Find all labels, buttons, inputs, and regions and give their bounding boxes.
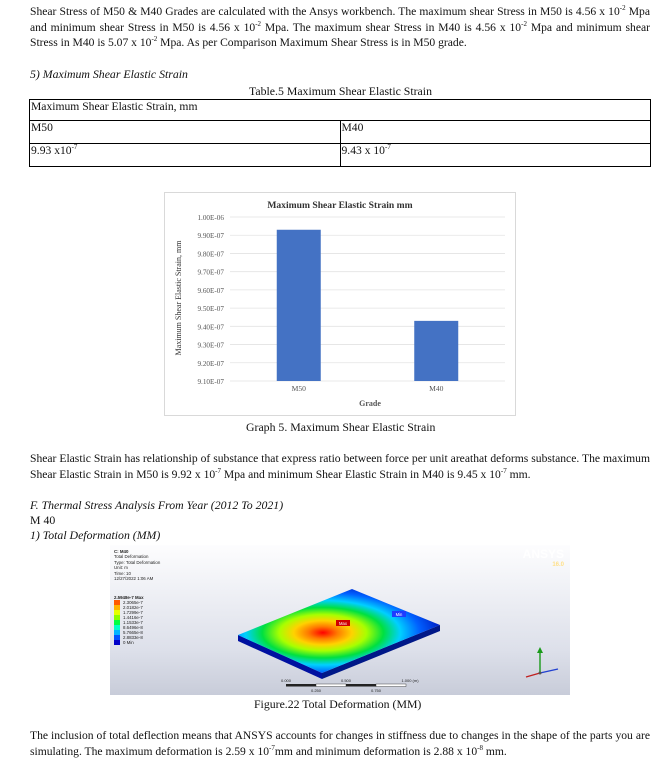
scale-bar-seg-4 [376, 684, 406, 687]
table5-value-m50-base: 9.93 x10 [31, 144, 72, 157]
chart-x-tick-label: M40 [429, 384, 444, 393]
intro-text-2: Mpa and minimum shear Stress in M50 is 4.56 x 10 [30, 5, 650, 34]
intro-exp-2: -2 [255, 19, 262, 28]
intro-text-5: Mpa. As per Comparison Maximum Shear Stress is in M50 grade. [157, 36, 467, 49]
deflection-paragraph [30, 728, 650, 759]
chart-y-tick-label: 9.40E-07 [197, 323, 224, 332]
strain-text-1: Shear Elastic Strain has relationship of substance that express ratio between force per unit areathat deforms substance. The maximum Shear Elastic Strain in M50 is 9.92 x 10 [30, 452, 650, 481]
strain-exp-1: -7 [215, 466, 222, 475]
table5-value-m50-exp: -7 [71, 143, 78, 152]
ansys-legend-value: 1.4416e-7 [123, 615, 143, 620]
scale-bar-seg-3 [346, 684, 376, 687]
intro-text-4: Mpa and minimum shear Stress in M40 is 5.07 x 10 [30, 20, 650, 49]
intro-exp-4: -2 [151, 35, 158, 44]
chart-y-tick-label: 1.00E-06 [197, 214, 224, 222]
table5-value-m40-exp: -7 [384, 143, 391, 152]
ansys-logo-text: ANSYS [522, 547, 564, 561]
table5-header: Maximum Shear Elastic Strain, mm [30, 100, 651, 121]
min-tag-label: Min [395, 612, 403, 617]
deflection-text-1: The inclusion of total deflection means that ANSYS accounts for changes in stiffness due to changes in the shape of the parts you are simulating. The maximum deformation is 2.59 x 10 [30, 729, 650, 758]
ansys-version: 16.0 [552, 562, 564, 568]
section5-heading: 5) Maximum Shear Elastic Strain [30, 67, 188, 81]
ansys-deformation-figure [110, 545, 570, 695]
deflection-exp-1: -7 [269, 743, 275, 752]
ansys-legend-value: 1.1533e-7 [123, 620, 143, 625]
table5-value-m40-base: 9.43 x 10 [341, 144, 385, 157]
chart-x-tick-label: M50 [291, 384, 306, 393]
ansys-legend-value: 2.3065e-7 [123, 600, 143, 605]
table5-col-m40: M40 [340, 121, 651, 144]
chart-y-tick-label: 9.60E-07 [197, 286, 224, 295]
intro-text-3: Mpa. The maximum shear Stress in M40 is 4.56 x 10 [261, 20, 522, 34]
deflection-exp-2: -8 [477, 743, 483, 752]
ansys-info-line: 12/27/2022 1:06 AM [114, 576, 154, 582]
sectionF-heading: F. Thermal Stress Analysis From Year (2012 To 2021) [30, 498, 284, 512]
chart-bar-m40 [414, 321, 458, 381]
ansys-info-line: Time: 10 [114, 570, 131, 576]
scale-top-0: 0.000 [280, 678, 292, 683]
graph5-svg [165, 193, 515, 415]
scale-top-1: 0.500 [340, 678, 352, 683]
table5-value-m50 [30, 144, 341, 167]
deflection-text-2: mm and minimum deformation is 2.88 x 10 [274, 744, 478, 758]
chart-y-tick-label: 9.30E-07 [197, 341, 224, 350]
table5-value-m40 [340, 144, 651, 167]
axis-triad-icon [526, 647, 558, 677]
ansys-info-line: Total Deformation [114, 554, 149, 560]
ansys-legend-value: 2.8833e-8 [123, 635, 143, 640]
chart-y-tick-label: 9.70E-07 [197, 268, 224, 277]
ansys-legend-value: 2.0182e-7 [123, 605, 143, 610]
strain-exp-2: -7 [500, 466, 507, 475]
ansys-info-line: Unit: m [114, 565, 128, 571]
ansys-model-view [110, 545, 570, 695]
figure22-caption: Figure.22 Total Deformation (MM) [254, 697, 422, 711]
ansys-legend-value: 0 Min [123, 640, 134, 645]
section1-heading: 1) Total Deformation (MM) [30, 528, 161, 542]
ansys-legend-value: 8.6496e-8 [123, 625, 143, 630]
strain-text-3: mm. [506, 467, 531, 481]
chart-title: Maximum Shear Elastic Strain mm [267, 200, 413, 211]
ansys-legend-value: 1.7299e-7 [123, 610, 143, 615]
chart-y-tick-label: 9.10E-07 [197, 378, 224, 386]
ansys-info-line: Type: Total Deformation [114, 559, 161, 565]
table5-caption: Table.5 Maximum Shear Elastic Strain [249, 84, 432, 98]
sectionF-subheading: M 40 [30, 513, 56, 527]
ansys-legend-value: 5.7665e-8 [123, 630, 143, 635]
scale-bar-seg-1 [286, 684, 316, 687]
table5 [29, 99, 651, 167]
chart-y-tick-label: 9.50E-07 [197, 305, 224, 314]
chart-y-tick-label: 9.90E-07 [197, 232, 224, 241]
slab-top-face [238, 589, 440, 673]
scale-bar-seg-2 [316, 684, 346, 687]
scale-bottom-1: 0.750 [370, 688, 382, 693]
graph5-chart [164, 192, 516, 416]
table5-col-m50: M50 [30, 121, 341, 144]
deflection-text-3: mm. [482, 744, 507, 758]
chart-y-tick-label: 9.20E-07 [197, 359, 224, 368]
strain-paragraph [30, 451, 650, 482]
graph5-caption: Graph 5. Maximum Shear Elastic Strain [246, 420, 436, 434]
strain-text-2: Mpa and minimum Shear Elastic Strain in M40 is 9.45 x 10 [221, 467, 501, 481]
chart-y-axis-label: Maximum Shear Elastic Strain, mm [174, 240, 183, 356]
scale-top-2: 1.000 (m) [401, 678, 419, 683]
chart-y-tick-label: 9.80E-07 [197, 250, 224, 259]
ansys-info-line: C: M40 [114, 549, 129, 554]
chart-bar-m50 [277, 230, 321, 381]
ansys-legend-title: 2.5948e-7 Max [114, 595, 144, 600]
intro-paragraph [30, 4, 650, 51]
max-tag-label: Max [339, 621, 347, 626]
intro-exp-1: -2 [619, 4, 626, 13]
intro-text-1: Shear Stress of M50 & M40 Grades are calculated with the Ansys workbench. The maximum shear Stress in M50 is 4.56 x 10 [30, 5, 620, 18]
scale-bottom-0: 0.250 [310, 688, 322, 693]
chart-x-axis-label: Grade [359, 399, 381, 408]
intro-exp-3: -2 [521, 19, 527, 28]
